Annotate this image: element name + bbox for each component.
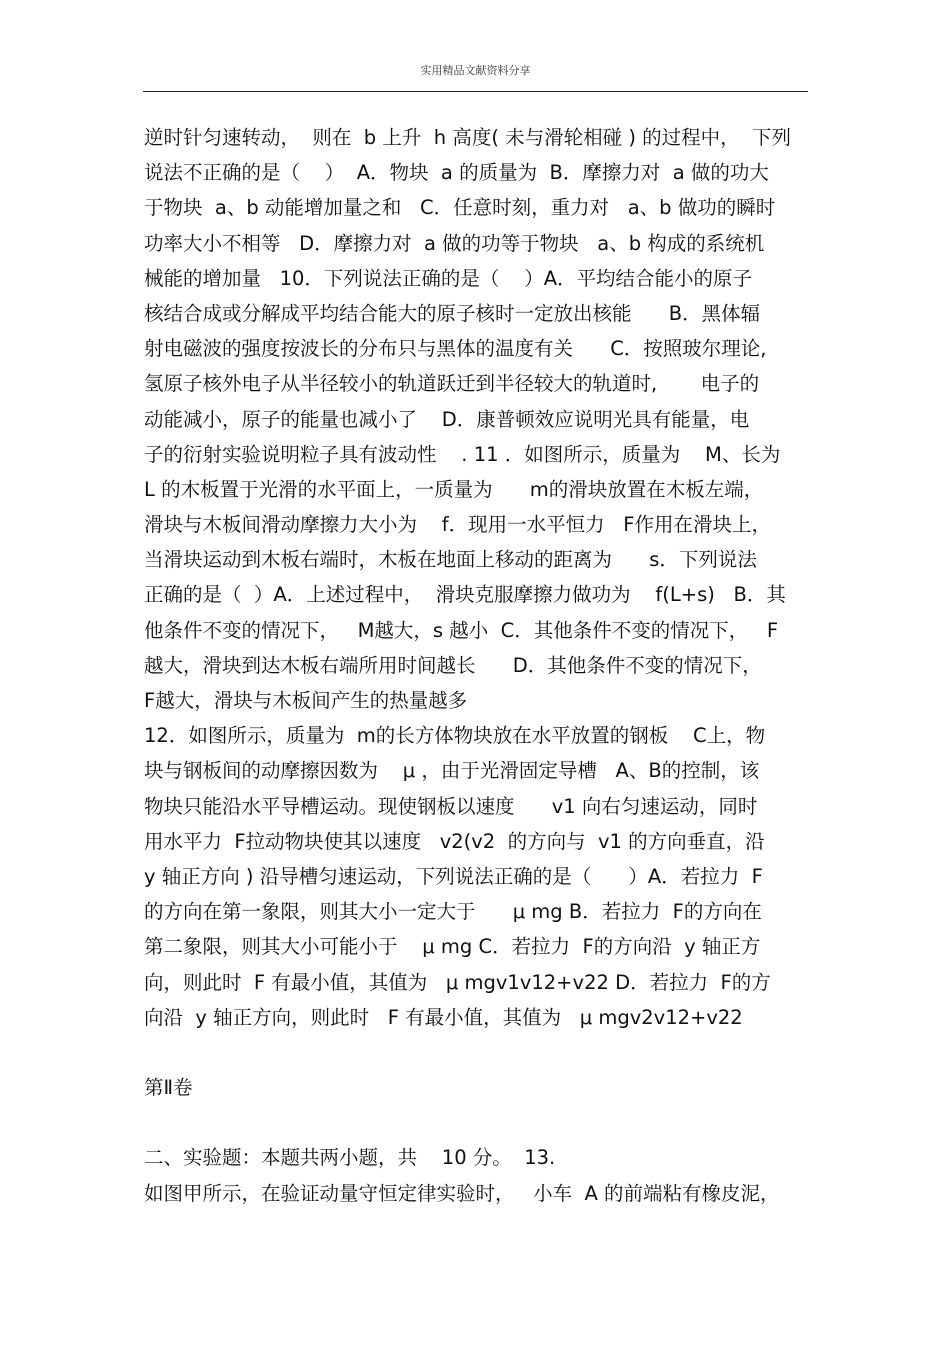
text-line: 械能的增加量 10．下列说法正确的是（ ）A．平均结合能小的原子 (144, 266, 753, 290)
text-line: 动能减小，原子的能量也减小了 D．康普顿效应说明光具有能量，电 (144, 407, 750, 431)
page-header: 实用精品文献资料分享 (420, 64, 531, 77)
blank-line (144, 1035, 812, 1070)
text-line: 二、实验题：本题共两小题，共 10 分。 13. (144, 1146, 556, 1170)
text-line: 滑块与木板间滑动摩擦力大小为 f．现用一水平恒力 F作用在滑块上， (144, 513, 771, 537)
text-line: 逆时针匀速转动， 则在 b 上升 h 高度( 未与滑轮相碰 ) 的过程中， 下列 (144, 126, 792, 149)
text-line: F越大，滑块与木板间产生的热量越多 (144, 689, 468, 712)
text-line: 于物块 a、b 动能增加量之和 C．任意时刻，重力对 a、b 做功的瞬时 (144, 196, 776, 220)
text-line: 12．如图所示，质量为 m的长方体物块放在水平放置的钢板 C上，物 (144, 724, 766, 748)
text-line: 他条件不变的情况下， M越大，s 越小 C．其他条件不变的情况下， F (144, 618, 779, 642)
text-line: 子的衍射实验说明粒子具有波动性 . 11 ．如图所示，质量为 M、长为 (144, 442, 781, 466)
text-line: 第Ⅱ卷 (144, 1076, 193, 1100)
header-divider (143, 91, 808, 92)
text-line: 氢原子核外电子从半径较小的轨道跃迁到半径较大的轨道时, 电子的 (144, 372, 760, 396)
text-line: 的方向在第一象限，则其大小一定大于 μ mg B．若拉力 F的方向在 (144, 900, 762, 924)
text-line: y 轴正方向 ) 沿导槽匀速运动，下列说法正确的是（ ）A．若拉力 F (144, 864, 763, 888)
blank-line (144, 1105, 812, 1140)
text-line: 用水平力 F拉动物块使其以速度 v2(v2 的方向与 v1 的方向垂直，沿 (144, 829, 765, 853)
text-line: 射电磁波的强度按波长的分布只与黑体的温度有关 C．按照玻尔理论, (144, 337, 767, 361)
text-line: 向沿 y 轴正方向，则此时 F 有最小值，其值为 μ mgv2v12+v22 (144, 1005, 743, 1029)
text-line: 向，则此时 F 有最小值，其值为 μ mgv1v12+v22 D．若拉力 F的方 (144, 970, 771, 994)
text-line: 说法不正确的是（ ） A．物块 a 的质量为 B．摩擦力对 a 做的功大 (144, 161, 769, 185)
text-line: 正确的是（ ）A．上述过程中， 滑块克服摩擦力做功为 f(L+s) B．其 (144, 583, 786, 607)
text-line: 物块只能沿水平导槽运动。现使钢板以速度 v1 向右匀速运动，同时 (144, 794, 758, 818)
text-line: 核结合成或分解成平均结合能大的原子核时一定放出核能 B．黑体辐 (144, 301, 761, 325)
text-line: 如图甲所示，在验证动量守恒定律实验时， 小车 A 的前端粘有橡皮泥， (144, 1181, 780, 1205)
text-line: 块与钢板间的动摩擦因数为 μ ，由于光滑固定导槽 A、B的控制，该 (144, 759, 760, 783)
document-body (144, 120, 812, 1211)
text-line: 当滑块运动到木板右端时，木板在地面上移动的距离为 s．下列说法 (144, 548, 757, 572)
text-line: 越大，滑块到达木板右端所用时间越长 D．其他条件不变的情况下， (144, 653, 762, 677)
text-line: L 的木板置于光滑的水平面上，一质量为 m的滑块放置在木板左端， (144, 477, 764, 501)
text-line: 第二象限，则其大小可能小于 μ mg C．若拉力 F的方向沿 y 轴正方 (144, 935, 761, 959)
text-line: 功率大小不相等 D．摩擦力对 a 做的功等于物块 a、b 构成的系统机 (144, 231, 765, 255)
